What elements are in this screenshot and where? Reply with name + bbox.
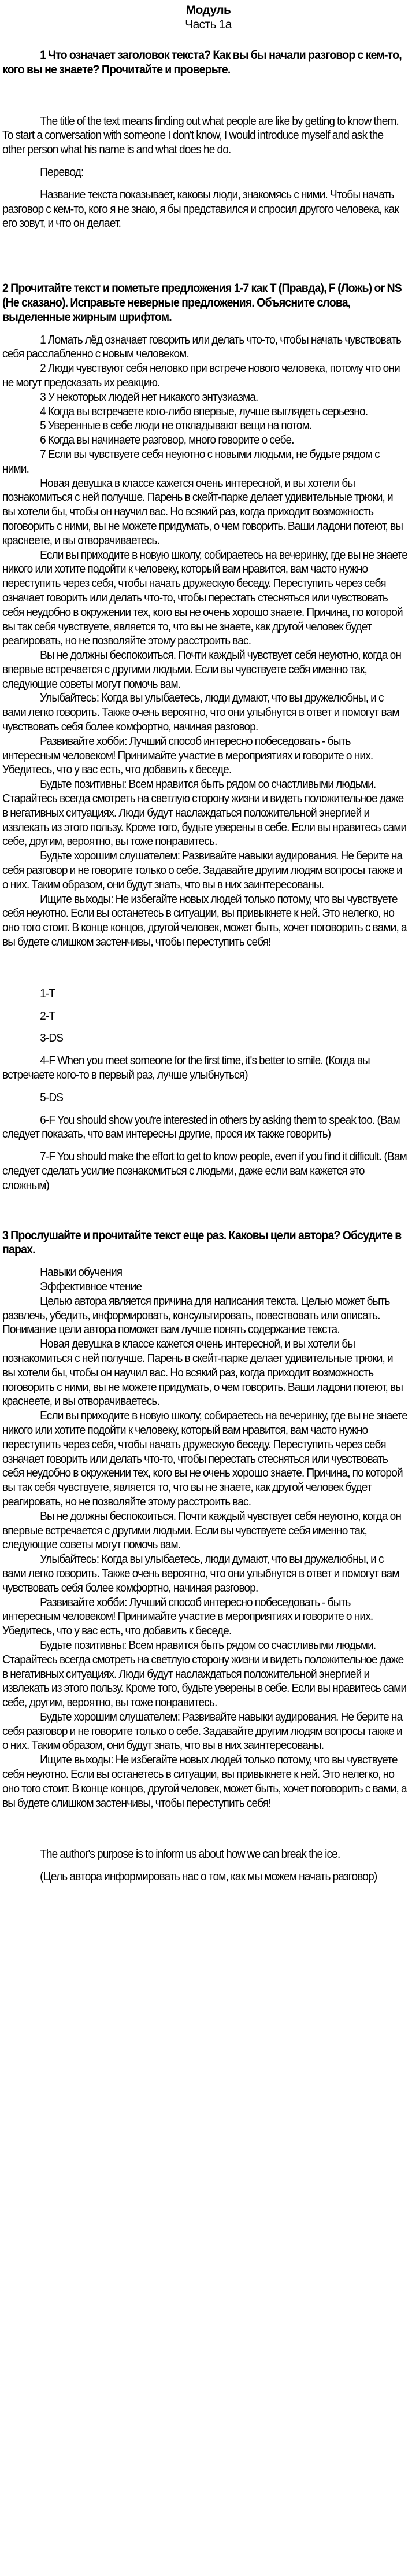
- statement-item: 3 У некоторых людей нет никакого энтузиазма.: [40, 390, 258, 404]
- task-3-section: [2, 1229, 410, 1884]
- text-paragraph: Будьте хорошим слушателем: Развивайте навыки аудирования. Не берите на себя разговор и не говорите только о себе. Задавайте другим людям вопросы также и о них. Таким образом, они будут знать, что вы в них заинтересованы.: [2, 849, 403, 891]
- text-paragraph: Развивайте хобби: Лучший способ интересно побеседовать - быть интересным человеком! Принимайте участие в мероприятиях и говорите о них. Убедитесь, что у вас есть, что добавить к беседе.: [2, 734, 373, 777]
- text-paragraph: Ищите выходы: Не избегайте новых людей только потому, что вы чувствуете себя неуютно. Если вы останетесь в ситуации, вы привыкнете к ней. Это нелегко, но оно того стоит. В конце концов, другой человек, может быть, хочет поговорить с вами, а вы будете слишком застенчивы, чтобы переступить себя!: [2, 892, 407, 949]
- answer-item: 5-DS: [40, 1090, 64, 1104]
- document-subtitle: Часть 1а: [185, 18, 232, 31]
- answers-list: [2, 987, 410, 1193]
- text-paragraph: Новая девушка в классе кажется очень интересной, и вы хотели бы познакомиться с ней получше. Парень в скейт-парке делает удивительные трюки, и вы хотели бы, чтобы он научил вас. Но всякий раз, когда приходит возможность поговорить с ними, вы не можете придумать, о чем говорить. Ваши ладони потеют, вы краснеете, и вы отворачиваетесь.: [2, 476, 403, 547]
- task-3-answer-en: The author's purpose is to inform us about how we can break the ice.: [40, 1847, 340, 1861]
- text-paragraph: Если вы приходите в новую школу, собираетесь на вечеринку, где вы не знаете никого или хотите подойти к человеку, который вам нравится, вам часто нужно переступить через себя, чтобы начать дружескую беседу. Переступить через себя означает говорить или делать что-то, чтобы перестать стесняться или чувствовать себя неудобно в окружении тех, кого вы не очень хорошо знаете. Причина, по которой вы так себя чувствуете, является то, что вы не знаете, как другой человек будет реагировать, но не позволяйте этому расстроить вас.: [2, 548, 408, 648]
- text-paragraph: Вы не должны беспокоиться. Почти каждый чувствует себя неуютно, когда он впервые встречается с другими людьми. Если вы чувствуете себя именно так, следующие советы могут помочь вам.: [2, 648, 402, 691]
- task-1-answer-en: The title of the text means finding out what people are like by getting to know them. To start a conversation with someone I don't know, I would introduce myself and ask the other person what his name is and what does he do.: [2, 114, 399, 157]
- task-3-heading: 3 Прослушайте и прочитайте текст еще раз. Каковы цели автора? Обсудите в парах.: [2, 1228, 402, 1257]
- translation-label: Перевод:: [40, 165, 84, 179]
- answer-item: 4-F When you meet someone for the first time, it's better to smile. (Когда вы встречаете кого-то в первый раз, лучше улыбнуться): [2, 1054, 370, 1082]
- task-2-section: [2, 282, 410, 1193]
- text-paragraph: Улыбайтесь: Когда вы улыбаетесь, люди думают, что вы дружелюбны, и с вами легко говорить. Также очень вероятно, что они улыбнутся в ответ и помогут вам чувствовать себя более комфортно, начиная разговор.: [2, 1552, 399, 1595]
- text-paragraph: Будьте позитивны: Всем нравится быть рядом со счастливыми людьми. Старайтесь всегда смотреть на светлую сторону жизни и видеть положительное даже в негативных ситуациях. Люди будут наслаждаться положительной энергией и извлекать из этого пользу. Кроме того, будьте уверены в себе. Если вы нравитесь сами себе, другим, вероятно, вы тоже понравитесь.: [2, 1638, 407, 1710]
- text-paragraph: Новая девушка в классе кажется очень интересной, и вы хотели бы познакомиться с ней получше. Парень в скейт-парке делает удивительные трюки, и вы хотели бы, чтобы он научил вас. Но всякий раз, когда приходит возможность поговорить с ними, вы не можете придумать, о чем говорить. Ваши ладони потеют, вы краснеете, и вы отворачиваетесь.: [2, 1337, 403, 1408]
- task-1-heading: 1 Что означает заголовок текста? Как вы бы начали разговор с кем-то, кого вы не знаете? Прочитайте и проверьте.: [2, 49, 402, 76]
- statement-item: 7 Если вы чувствуете себя неуютно с новыми людьми, не будьте рядом с ними.: [2, 447, 380, 475]
- document-page: [0, 3, 412, 1884]
- statement-item: 1 Ломать лёд означает говорить или делать что-то, чтобы начать чувствовать себя расслабленно с новым человеком.: [2, 333, 402, 361]
- text-paragraph: Будьте позитивны: Всем нравится быть рядом со счастливыми людьми. Старайтесь всегда смотреть на светлую сторону жизни и видеть положительное даже в негативных ситуациях. Люди будут наслаждаться положительной энергией и извлекать из этого пользу. Кроме того, будьте уверены в себе. Если вы нравитесь сами себе, другим, вероятно, вы тоже понравитесь.: [2, 777, 407, 848]
- text-paragraph: Улыбайтесь: Когда вы улыбаетесь, люди думают, что вы дружелюбны, и с вами легко говорить. Также очень вероятно, что они улыбнутся в ответ и помогут вам чувствовать себя более комфортно, начиная разговор.: [2, 691, 399, 734]
- document-title: Модуль: [185, 3, 231, 17]
- answer-item: 7-F You should make the effort to get to know people, even if you find it difficult. (Вам следует сделать усилие познакомиться с людьми, даже если вам кажется это сложным): [2, 1150, 407, 1192]
- reading-text-repeat: [2, 1294, 410, 1811]
- statement-item: 4 Когда вы встречаете кого-либо впервые, лучше выглядеть серьезно.: [40, 404, 368, 418]
- task-2-heading: 2 Прочитайте текст и пометьте предложения 1-7 как T (Правда), F (Ложь) or NS (Не сказано). Исправьте неверные предложения. Объясните слова, выделенные жирным шрифтом.: [2, 282, 402, 324]
- text-paragraph: Если вы приходите в новую школу, собираетесь на вечеринку, где вы не знаете никого или хотите подойти к человеку, который вам нравится, вам часто нужно переступить через себя, чтобы начать дружескую беседу. Переступить через себя означает говорить или делать что-то, чтобы перестать стесняться или чувствовать себя неудобно в окружении тех, кого вы не очень хорошо знаете. Причина, по которой вы так себя чувствуете, является то, что вы не знаете, как другой человек будет реагировать, но не позволяйте этому расстроить вас.: [2, 1409, 408, 1508]
- skills-sub-label: Эффективное чтение: [40, 1279, 142, 1293]
- skills-label: Навыки обучения: [40, 1265, 123, 1279]
- reading-text: [2, 477, 410, 950]
- text-paragraph: Вы не должны беспокоиться. Почти каждый чувствует себя неуютно, когда он впервые встречается с другими людьми. Если вы чувствуете себя именно так, следующие советы могут помочь вам.: [2, 1509, 402, 1552]
- text-paragraph: Ищите выходы: Не избегайте новых людей только потому, что вы чувствуете себя неуютно. Если вы останетесь в ситуации, вы привыкнете к ней. Это нелегко, но оно того стоит. В конце концов, другой человек, может быть, хочет поговорить с вами, а вы будете слишком застенчивы, чтобы переступить себя!: [2, 1753, 407, 1810]
- task-1-answer-ru: Название текста показывает, каковы люди, знакомясь с ними. Чтобы начать разговор с кем-то, кого я не знаю, я бы представился и спросил другого человека, как его зовут, и что он делает.: [2, 187, 399, 230]
- statement-item: 5 Уверенные в себе люди не откладывают вещи на потом.: [40, 419, 312, 433]
- text-paragraph: Целью автора является причина для написания текста. Целью может быть развлечь, убедить, информировать, консультировать, повествовать или описать. Понимание цели автора поможет вам лучше понять содержание текста.: [2, 1294, 390, 1337]
- statements-list: [2, 333, 410, 477]
- answer-item: 2-T: [40, 1009, 55, 1023]
- answer-item: 1-T: [40, 986, 55, 1000]
- task-1-section: [2, 49, 410, 231]
- text-paragraph: Будьте хорошим слушателем: Развивайте навыки аудирования. Не берите на себя разговор и не говорите только о себе. Задавайте другим людям вопросы также и о них. Таким образом, они будут знать, что вы в них заинтересованы.: [2, 1710, 403, 1752]
- statement-item: 6 Когда вы начинаете разговор, много говорите о себе.: [40, 433, 294, 447]
- answer-item: 6-F You should show you're interested in others by asking them to speak too. (Вам следует показать, что вам интересны другие, прося их также говорить): [2, 1113, 400, 1141]
- answer-item: 3-DS: [40, 1031, 64, 1045]
- task-3-answer-ru: (Цель автора информировать нас о том, как мы можем начать разговор): [40, 1870, 377, 1884]
- statement-item: 2 Люди чувствуют себя неловко при встрече нового человека, потому что они не могут предсказать их реакцию.: [2, 361, 400, 389]
- text-paragraph: Развивайте хобби: Лучший способ интересно побеседовать - быть интересным человеком! Принимайте участие в мероприятиях и говорите о них. Убедитесь, что у вас есть, что добавить к беседе.: [2, 1595, 373, 1638]
